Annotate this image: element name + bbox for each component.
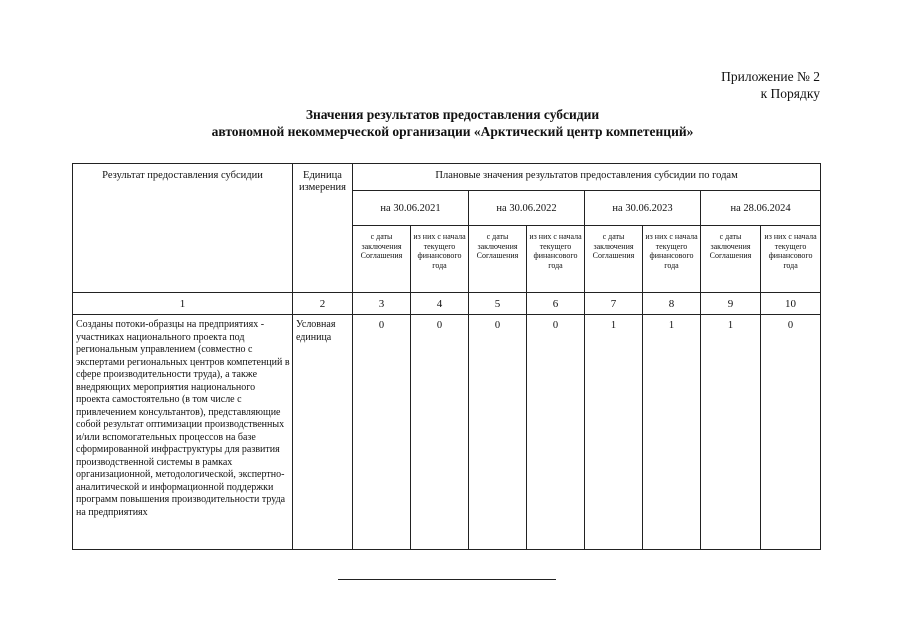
subheader-from-agreement: с даты заключения Соглашения xyxy=(353,226,411,293)
year-2021-header: на 30.06.2021 xyxy=(353,191,469,226)
column-number: 2 xyxy=(293,293,353,315)
subheader-from-agreement: с даты заключения Соглашения xyxy=(469,226,527,293)
year-2024-header: на 28.06.2024 xyxy=(701,191,821,226)
annex-reference xyxy=(721,68,820,102)
column-number: 1 xyxy=(73,293,293,315)
subheader-from-agreement: с даты заключения Соглашения xyxy=(585,226,643,293)
column-number: 8 xyxy=(643,293,701,315)
result-column-header: Результат предоставления субсидии xyxy=(73,164,293,293)
annex-number: Приложение № 2 xyxy=(721,69,820,84)
column-number: 9 xyxy=(701,293,761,315)
value-2023-from-fiscal-year: 1 xyxy=(643,315,701,550)
subheader-from-fiscal-year: из них с начала текущего финансового года xyxy=(761,226,821,293)
planned-values-header: Плановые значения результатов предоставления субсидии по годам xyxy=(353,164,821,191)
value-2021-from-fiscal-year: 0 xyxy=(411,315,469,550)
value-2024-from-agreement: 1 xyxy=(701,315,761,550)
value-2022-from-fiscal-year: 0 xyxy=(527,315,585,550)
unit-column-header: Единица измерения xyxy=(293,164,353,293)
value-2022-from-agreement: 0 xyxy=(469,315,527,550)
closing-divider xyxy=(338,579,556,580)
unit-of-measure: Условная единица xyxy=(293,315,353,550)
subheader-from-fiscal-year: из них с начала текущего финансового года xyxy=(643,226,701,293)
value-2024-from-fiscal-year: 0 xyxy=(761,315,821,550)
subheader-from-agreement: с даты заключения Соглашения xyxy=(701,226,761,293)
column-number: 4 xyxy=(411,293,469,315)
column-number: 7 xyxy=(585,293,643,315)
year-2023-header: на 30.06.2023 xyxy=(585,191,701,226)
column-number: 5 xyxy=(469,293,527,315)
column-number: 6 xyxy=(527,293,585,315)
subheader-from-fiscal-year: из них с начала текущего финансового года xyxy=(527,226,585,293)
header-row-1 xyxy=(73,164,821,191)
table-row xyxy=(73,315,821,550)
title-line-2: автономной некоммерческой организации «Арктический центр компетенций» xyxy=(211,124,694,139)
title-line-1: Значения результатов предоставления субсидии xyxy=(305,107,600,122)
annex-to-order: к Порядку xyxy=(760,86,820,101)
results-table xyxy=(72,163,821,550)
result-description: Созданы потоки-образцы на предприятиях - участниках национального проекта под региональным управлением (совместно с экспертами региональных центров компетенций в сфере производительности труда), а также внедряющих мероприятия национального проекта самостоятельно (в том числе с привлечением консультантов), представляющие собой результат оптимизации производственных и/или вспомогательных процессов на базе сформированной инфраструктуры для развития производственной системы в рамках организационной, методологической, экспертно-аналитической и информационной поддержки программ повышения производительности труда на предприятиях xyxy=(73,315,293,550)
value-2021-from-agreement: 0 xyxy=(353,315,411,550)
column-number: 3 xyxy=(353,293,411,315)
document-title xyxy=(0,106,905,140)
year-2022-header: на 30.06.2022 xyxy=(469,191,585,226)
column-number-row xyxy=(73,293,821,315)
subheader-from-fiscal-year: из них с начала текущего финансового года xyxy=(411,226,469,293)
value-2023-from-agreement: 1 xyxy=(585,315,643,550)
column-number: 10 xyxy=(761,293,821,315)
